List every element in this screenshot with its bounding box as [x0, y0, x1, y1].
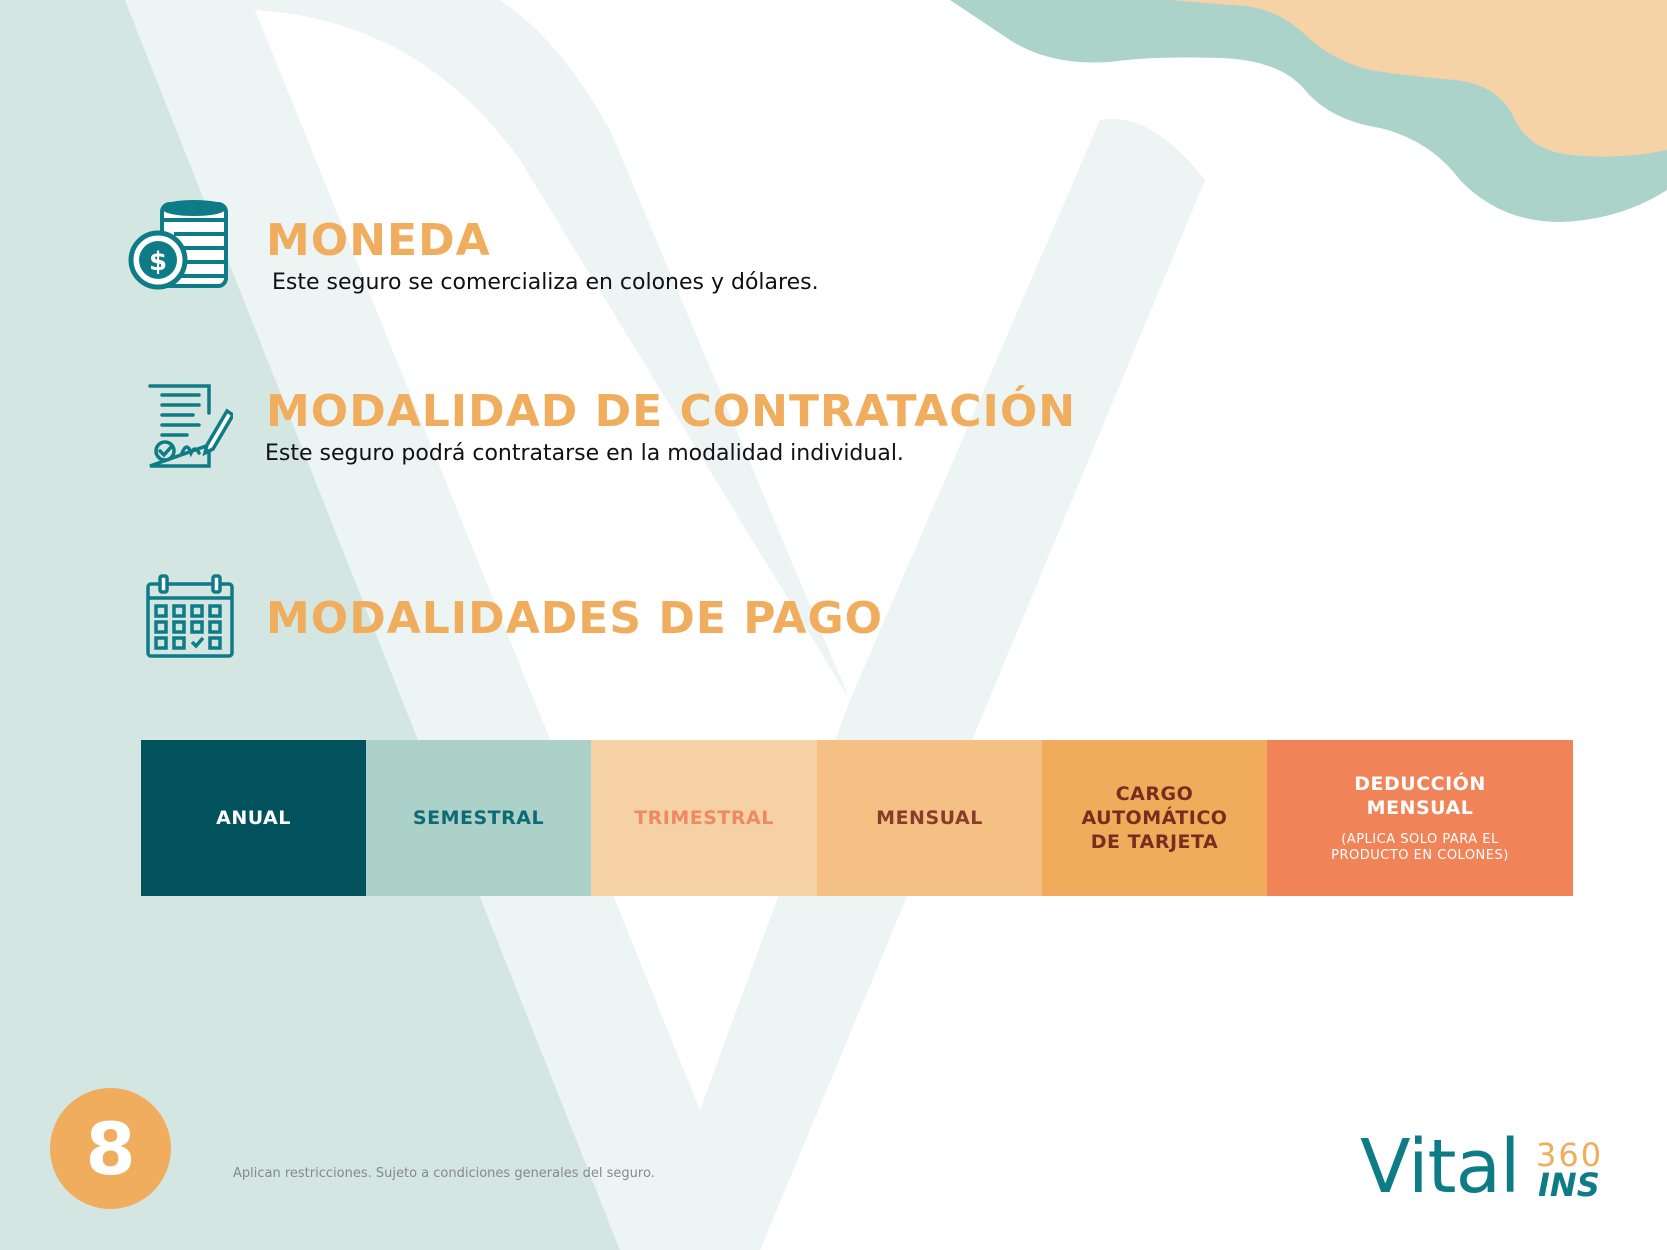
payment-option-trimestral: [591, 740, 817, 896]
coins-dollar-icon: [128, 200, 234, 292]
payment-option-label: DEDUCCIÓN MENSUAL: [1354, 773, 1486, 819]
payment-option-label: SEMESTRAL: [412, 807, 545, 829]
contracting-title: MODALIDAD DE CONTRATACIÓN: [266, 386, 1077, 437]
logo-sub-text: INS: [1538, 1166, 1600, 1204]
vital-360-ins-logo: [1360, 1124, 1620, 1210]
disclaimer-text: Aplican restricciones. Sujeto a condiciones generales del seguro.: [233, 1166, 655, 1181]
payment-option-semestral: [366, 740, 591, 896]
payment-option-card-charge: [1042, 740, 1267, 896]
page-number-badge: [50, 1088, 171, 1209]
svg-text:$: $: [148, 247, 168, 277]
calendar-icon: [146, 574, 234, 658]
payment-option-note: (APLICA SOLO PARA EL PRODUCTO EN COLONES): [1331, 832, 1509, 863]
payment-option-label: CARGO AUTOMÁTICO DE TARJETA: [1081, 783, 1228, 853]
page-number: 8: [85, 1106, 136, 1191]
logo-number-text: 360: [1536, 1136, 1604, 1174]
currency-text: Este seguro se comercializa en colones y dólares.: [272, 270, 819, 295]
payment-title: MODALIDADES DE PAGO: [266, 593, 884, 644]
payment-option-label: MENSUAL: [876, 807, 983, 829]
signed-document-icon: [147, 383, 233, 469]
payment-option-label: TRIMESTRAL: [634, 807, 774, 829]
payment-option-monthly: [817, 740, 1042, 896]
logo-main-text: Vital: [1360, 1124, 1520, 1210]
payment-option-label: ANUAL: [216, 807, 291, 829]
payment-option-annual: [141, 740, 366, 896]
currency-title: MONEDA: [266, 215, 491, 266]
payment-options-table: [141, 740, 1573, 896]
contracting-text: Este seguro podrá contratarse en la modalidad individual.: [265, 441, 904, 466]
payment-option-payroll-deduction: [1267, 740, 1573, 896]
